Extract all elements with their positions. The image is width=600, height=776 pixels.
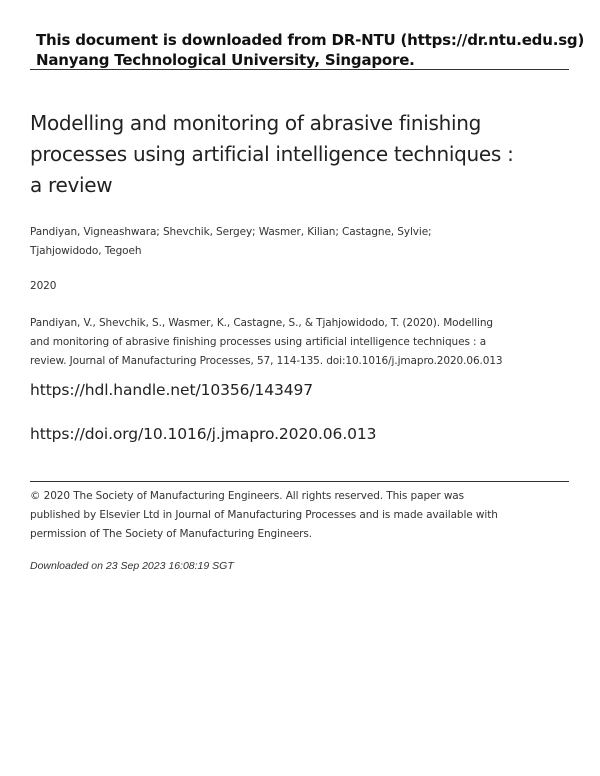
header-divider: [30, 69, 569, 70]
doi-link[interactable]: https://doi.org/10.1016/j.jmapro.2020.06.013: [30, 425, 377, 443]
citation: [30, 314, 569, 371]
citation-line: and monitoring of abrasive finishing processes using artificial intelligence techniques : a: [30, 336, 487, 348]
header-line-institution: Nanyang Technological University, Singapore.: [36, 51, 415, 69]
author-line: Tjahjowidodo, Tegoeh: [30, 245, 142, 257]
rights-statement: [30, 487, 569, 544]
handle-link[interactable]: https://hdl.handle.net/10356/143497: [30, 381, 314, 399]
download-timestamp: Downloaded on 23 Sep 2023 16:08:19 SGT: [30, 560, 234, 572]
rights-line: permission of The Society of Manufacturing Engineers.: [30, 528, 313, 540]
title-line: Modelling and monitoring of abrasive finishing: [30, 111, 482, 135]
author-list: [30, 223, 569, 261]
header-line-source: This document is downloaded from DR-NTU (https://dr.ntu.edu.sg): [36, 31, 585, 49]
repository-header: [36, 30, 585, 70]
rights-line: © 2020 The Society of Manufacturing Engineers. All rights reserved. This paper was: [30, 490, 465, 502]
publication-year: 2020: [30, 280, 57, 292]
citation-line: Pandiyan, V., Shevchik, S., Wasmer, K., Castagne, S., & Tjahjowidodo, T. (2020). Modelling: [30, 317, 493, 329]
document-title: [30, 108, 569, 201]
title-line: processes using artificial intelligence techniques :: [30, 142, 514, 166]
rights-line: published by Elsevier Ltd in Journal of Manufacturing Processes and is made available with: [30, 509, 498, 521]
author-line: Pandiyan, Vigneashwara; Shevchik, Sergey; Wasmer, Kilian; Castagne, Sylvie;: [30, 226, 432, 238]
rights-divider: [30, 481, 569, 482]
citation-line: review. Journal of Manufacturing Processes, 57, 114-135. doi:10.1016/j.jmapro.2020.06.013: [30, 355, 503, 367]
title-line: a review: [30, 173, 113, 197]
